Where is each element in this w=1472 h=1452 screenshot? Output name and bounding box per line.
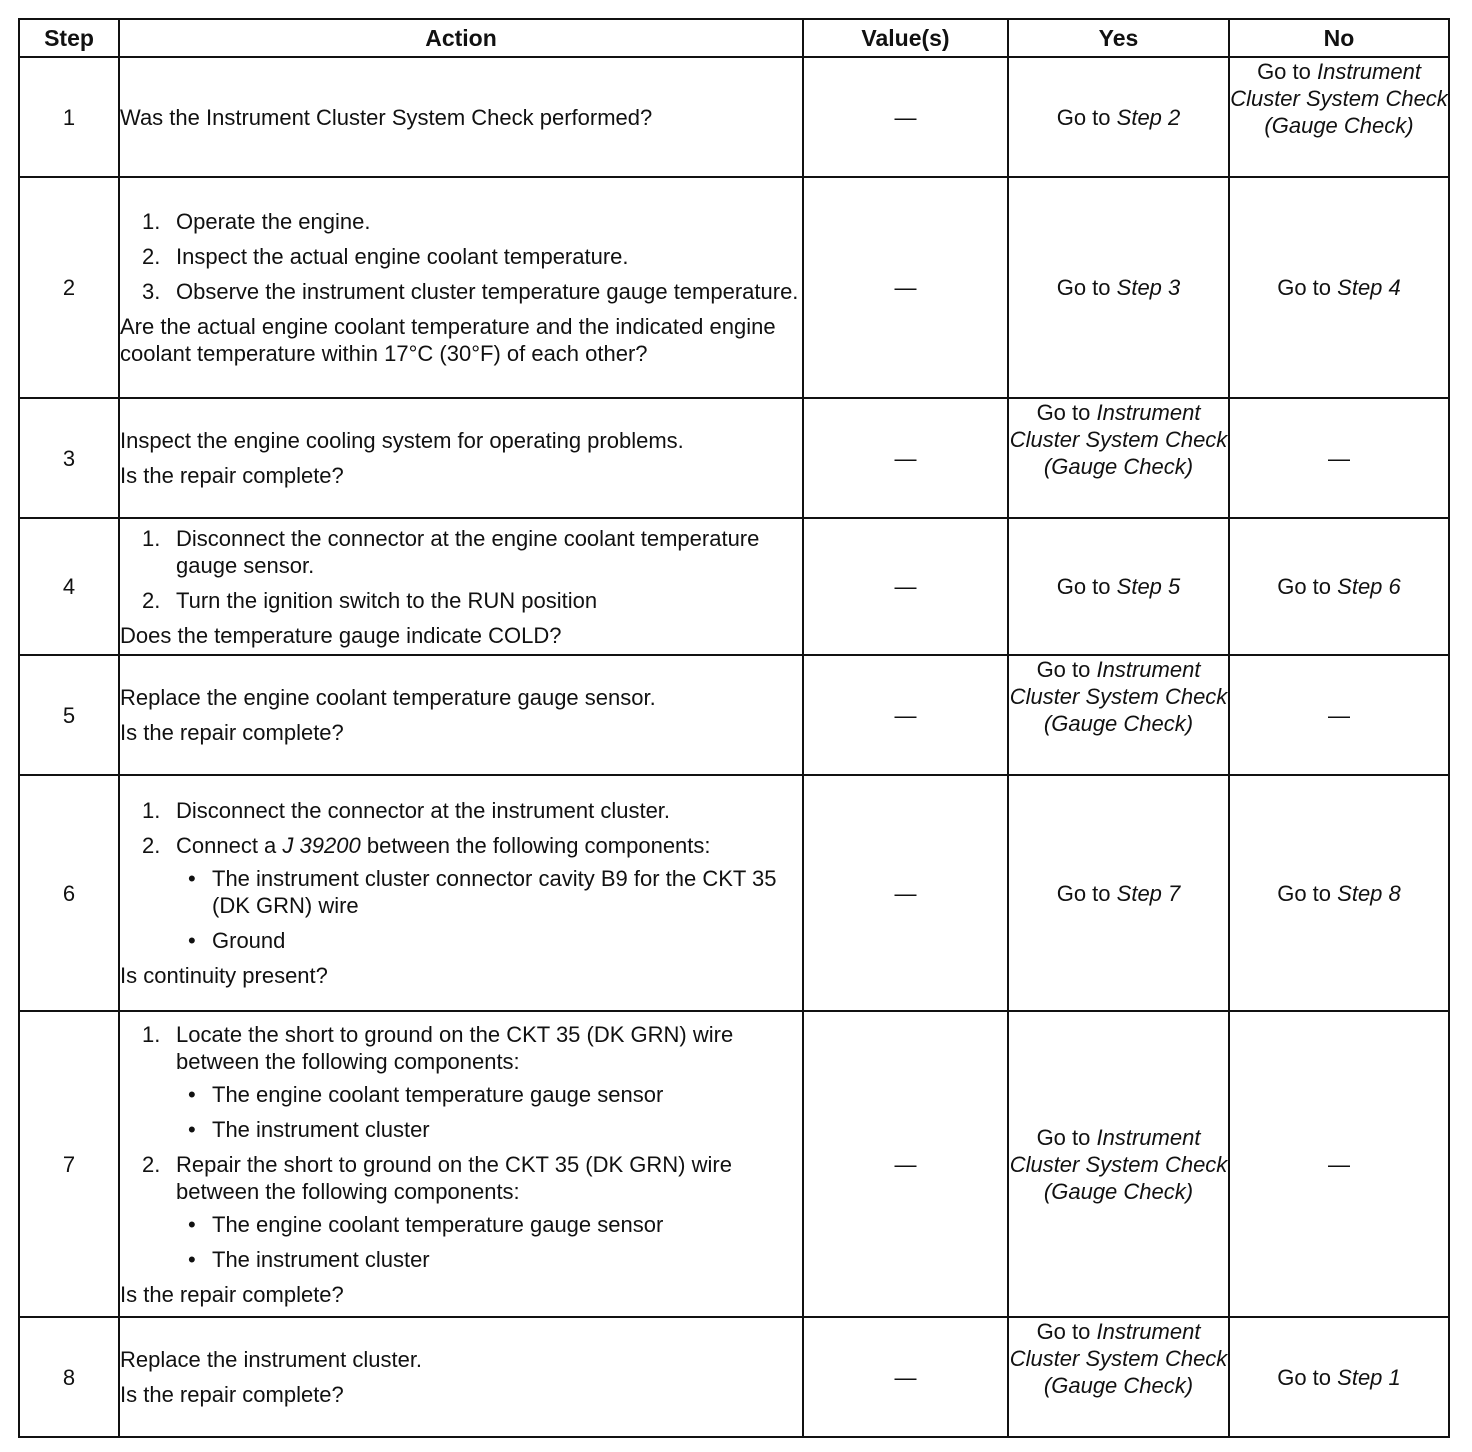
yes-cell: Go to Step 7 [1008, 775, 1229, 1011]
header-step: Step [19, 19, 119, 57]
table-row [19, 518, 1449, 655]
no-cell: Go to Step 6 [1229, 518, 1449, 655]
yes-link: Step 5 [1116, 574, 1181, 599]
no-link: Step 1 [1337, 1364, 1401, 1390]
substep-list [120, 797, 802, 954]
yes-cell: Go to Step 5 [1008, 518, 1229, 655]
table-row [19, 775, 1449, 1011]
no-cell: Go to Step 4 [1229, 177, 1449, 398]
substep-list [120, 1021, 802, 1273]
yes-cell: Go to Instrument Cluster System Check (Gauge Check) [1008, 398, 1229, 518]
instruction-text: Inspect the engine cooling system for operating problems. [120, 428, 684, 453]
action-cell [119, 177, 803, 398]
action-cell [119, 1011, 803, 1317]
step-number: 1 [19, 57, 119, 177]
question-text: Is the repair complete? [120, 463, 344, 488]
table-row [19, 1011, 1449, 1317]
yes-link: Step 3 [1116, 275, 1181, 300]
bullet-list [176, 865, 802, 954]
yes-link: Step 7 [1116, 880, 1181, 906]
bullet-item: • The instrument cluster [176, 1116, 802, 1143]
action-cell [119, 775, 803, 1011]
action-cell [119, 57, 803, 177]
substep-item: 1. Disconnect the connector at the instrument cluster. [142, 798, 671, 823]
no-cell [1229, 57, 1449, 177]
header-action: Action [119, 19, 803, 57]
step-number: 2 [19, 177, 119, 398]
tool-name: J 39200 [282, 833, 361, 858]
step-number: 6 [19, 775, 119, 1011]
no-link: Step 4 [1337, 275, 1401, 300]
substep-item: 2. Inspect the actual engine coolant temperature. [142, 244, 629, 269]
step-number: 7 [19, 1011, 119, 1317]
action-cell [119, 655, 803, 775]
question-text: Is the repair complete? [120, 720, 344, 745]
table-row [19, 177, 1449, 398]
substep-item: 1. Disconnect the connector at the engine coolant temperature gauge sensor. [142, 525, 760, 578]
value-cell: — [803, 57, 1008, 177]
step-number: 3 [19, 398, 119, 518]
substep-item: 1. Locate the short to ground on the CKT 35 (DK GRN) wire between the following components: • The engine coolant temperature gauge sensor • The instrument cluster [120, 1021, 802, 1143]
substep-item: 2. Turn the ignition switch to the RUN position [142, 587, 598, 613]
bullet-list [176, 1081, 802, 1143]
header-yes: Yes [1008, 19, 1229, 57]
value-cell: — [803, 775, 1008, 1011]
bullet-item: • The engine coolant temperature gauge sensor [176, 1211, 802, 1238]
bullet-list [176, 1211, 802, 1273]
instruction-text: Replace the engine coolant temperature gauge sensor. [120, 685, 656, 710]
step-number: 8 [19, 1317, 119, 1437]
value-cell: — [803, 1317, 1008, 1437]
no-link: Step 6 [1337, 574, 1401, 599]
value-cell: — [803, 1011, 1008, 1317]
yes-cell: Go to Instrument Cluster System Check (Gauge Check) [1008, 655, 1229, 775]
action-cell [119, 1317, 803, 1437]
bullet-item: • The instrument cluster connector cavity B9 for the CKT 35 (DK GRN) wire [176, 865, 802, 919]
bullet-item: • The engine coolant temperature gauge sensor [176, 1081, 802, 1108]
no-link: Step 8 [1337, 880, 1401, 906]
diagnostic-table [18, 18, 1450, 1438]
step-number: 4 [19, 518, 119, 655]
table-row [19, 655, 1449, 775]
no-cell: Go to Step 1 [1229, 1317, 1449, 1437]
value-cell: — [803, 655, 1008, 775]
action-cell [119, 518, 803, 655]
no-cell: — [1229, 1011, 1449, 1317]
yes-prefix: Go to [1056, 104, 1111, 130]
yes-cell: Go to Instrument Cluster System Check (Gauge Check) [1008, 1011, 1229, 1317]
yes-cell: Go to Instrument Cluster System Check (Gauge Check) [1008, 1317, 1229, 1437]
substep-item: 1. Operate the engine. [142, 209, 371, 234]
value-cell: — [803, 177, 1008, 398]
table-row [19, 398, 1449, 518]
substep-item: 2. Repair the short to ground on the CKT 35 (DK GRN) wire between the following components: • The engine coolant temperature gauge sensor • The instrument cluster [120, 1151, 802, 1273]
step-number: 5 [19, 655, 119, 775]
question-text: Is continuity present? [120, 963, 328, 988]
substep-list [120, 525, 802, 614]
yes-link: Step 2 [1116, 104, 1181, 130]
bullet-item: • The instrument cluster [176, 1246, 802, 1273]
substep-item: 3. Observe the instrument cluster temperature gauge temperature. [142, 279, 799, 304]
question-text: Is the repair complete? [120, 1382, 344, 1407]
yes-link: Instrument Cluster System Check (Gauge Check) [1009, 657, 1228, 736]
value-cell: — [803, 398, 1008, 518]
table-row [19, 57, 1449, 177]
no-cell: — [1229, 398, 1449, 518]
question-text: Was the Instrument Cluster System Check performed? [120, 104, 653, 130]
yes-link: Instrument Cluster System Check (Gauge Check) [1009, 400, 1228, 479]
yes-cell [1008, 57, 1229, 177]
value-cell: — [803, 518, 1008, 655]
yes-link: Instrument Cluster System Check (Gauge Check) [1009, 1319, 1228, 1398]
question-text: Are the actual engine coolant temperature and the indicated engine coolant temperature within 17°C (30°F) of each other? [120, 314, 776, 366]
no-cell: — [1229, 655, 1449, 775]
header-row [19, 19, 1449, 57]
instruction-text: Replace the instrument cluster. [120, 1347, 423, 1372]
no-prefix: Go to [1257, 59, 1311, 84]
action-cell [119, 398, 803, 518]
substep-item: 2. Connect a J 39200 between the following components: • The instrument cluster connector cavity B9 for the CKT 35 (DK GRN) wire • Ground [120, 832, 802, 954]
table-row [19, 1317, 1449, 1437]
header-no: No [1229, 19, 1449, 57]
yes-cell: Go to Step 3 [1008, 177, 1229, 398]
question-text: Is the repair complete? [120, 1281, 344, 1307]
question-text: Does the temperature gauge indicate COLD? [120, 622, 562, 648]
bullet-item: • Ground [176, 927, 802, 954]
no-link: Instrument Cluster System Check (Gauge Check) [1230, 59, 1448, 138]
no-cell: Go to Step 8 [1229, 775, 1449, 1011]
substep-list [120, 208, 802, 305]
header-values: Value(s) [803, 19, 1008, 57]
yes-link: Instrument Cluster System Check (Gauge Check) [1009, 1124, 1228, 1204]
